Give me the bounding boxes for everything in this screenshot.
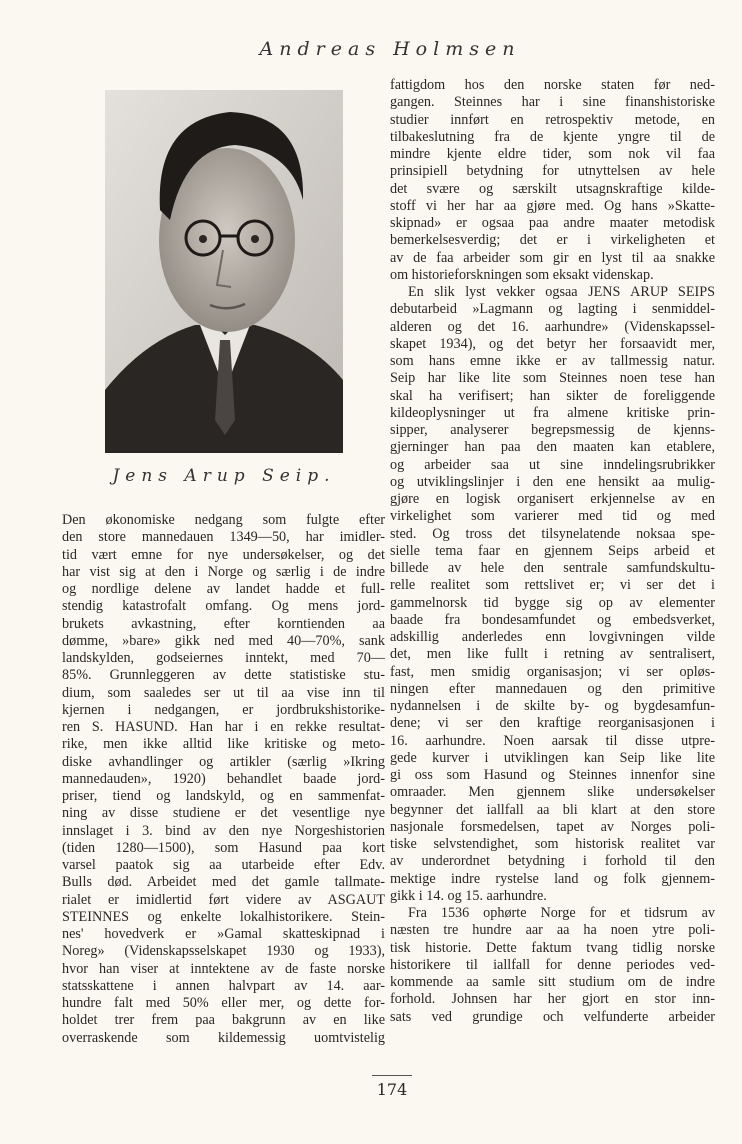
text-line: nasjonale forsmedelsen, tapet av Norges poli- (390, 818, 715, 835)
text-line: bemerkelsesverdig; det er i virkeligheten et (390, 232, 715, 249)
text-line: og nordlige delene av landet hadde et full- (62, 581, 385, 597)
text-line: historikere til iallfall for denne periodes ved- (390, 956, 715, 973)
text-line: alderen og det 16. aarhundre» (Videnskapssel- (390, 318, 715, 335)
text-line: forhold. Johnsen har her gjort en stor inn- (390, 991, 715, 1008)
text-line: gikk i 14. og 15. aarhundre. (390, 887, 547, 904)
text-line: holdet trer frem paa bakgrunn av en like (62, 1012, 385, 1029)
text-line: omraader. Men gjennem slike undersøkelser (390, 784, 715, 801)
text-line: kjernen i nedgangen, er jordbrukshistorike- (62, 701, 385, 718)
text-line: mannedauden», 1920) behandlet baade jord- (62, 770, 385, 787)
text-line: virkelighet som varierer med tid og med (390, 508, 715, 525)
text-line: og arbeider saa ut sine inndelingsrubrikker (390, 456, 715, 473)
text-line: studier innført en retrospektiv metode, en (390, 111, 715, 128)
text-line: hundre falt med 50% eller mer, og dette for- (62, 995, 385, 1011)
text-line: Seip har like lite som Steinnes noen tese han (390, 370, 715, 387)
text-line: overraskende som kildemessig uomtvistelig (62, 1029, 385, 1046)
text-line: nes' hovedverk er »Gamal skatteskipnad i (62, 926, 385, 942)
text-line: skal ha verifisert; han sikter de foreliggende (390, 387, 715, 404)
text-line: tilbakeslutning fra de kjente yngre til de (390, 128, 715, 145)
text-line: dene; vi ser den kraftige reorganisasjonen i (390, 715, 715, 732)
text-line: hvor han viser at inntektene av de faste norske (62, 960, 385, 977)
text-line: som hans emne ikke er av tallmessig natur. (390, 353, 715, 369)
text-line: dømme, »bare» gikk ned med 40—70%, sank (62, 632, 385, 649)
text-line: mektige indre rystelse land og folk gjennem- (390, 870, 715, 887)
text-line: baade fra bondesamfundet og embedsverket, (390, 611, 715, 628)
paragraph (62, 512, 385, 1047)
text-line: Den økonomiske nedgang som fulgte efter (62, 512, 385, 528)
text-line: næsten tre hundre aar aa ha noen ytre poli- (390, 922, 715, 939)
text-line: tiske selvstendighet, som historisk realitet var (390, 836, 715, 852)
text-line: En slik lyst vekker ogsaa JENS ARUP SEIPS (408, 284, 715, 300)
text-line: 16. aarhundre. Noen aarsak til disse utpre- (390, 732, 715, 749)
text-line: stoff vi her har aa gjøre med. Og hans »Skatte- (390, 197, 715, 214)
text-line: ningen efter mannedauen og den primitive (390, 680, 715, 697)
left-text-column (62, 512, 385, 1047)
text-line: det svære og særskilt utsagnskraftige kilde- (390, 180, 715, 197)
text-line: av de faa arbeider som gir en lyst til aa snakke (390, 249, 715, 266)
text-line: av underordnet betydning i forhold til den (390, 853, 715, 870)
text-line: varsel paatok sig aa utarbeide efter Edv. (62, 857, 385, 873)
text-line: begynner det iallfall aa bli klart at den store (390, 801, 715, 818)
text-line: gammelnorsk tid bygge sig op av elementer (390, 594, 715, 611)
text-line: 85%. Grunnleggeren av dette statistiske stu- (62, 667, 385, 684)
text-line: skapet 1934), og det betyr her forsaavidt mer, (390, 335, 715, 352)
text-line: relle realitet som rettslivet er; vi ser det i (390, 577, 715, 594)
text-line: (tiden 1280—1500), som Hasund paa kort (62, 839, 385, 856)
right-text-column (390, 77, 715, 1026)
text-line: adskillig anderledes enn lovgivningen vilde (390, 629, 715, 645)
text-line: sats ved grundige och velfunderte arbeider (390, 1008, 715, 1025)
text-line: om historieforskningen som eksakt videnskap. (390, 266, 654, 283)
text-line: stendig katastrofalt omfang. Og mens jord- (62, 598, 385, 615)
text-line: rialet er imidlertid ført videre av ASGAUT (62, 891, 385, 908)
photo-caption: Jens Arup Seip. (112, 466, 336, 486)
text-line: kildeoplysninger ut fra almene kritiske prin- (390, 404, 715, 421)
text-line: det, men like fullt i retning av sentralisert, (390, 646, 715, 663)
text-line: sielle tema faar en gjennem Seips arbeid et (390, 542, 715, 559)
text-line: priser, tiend og landskyld, og en sammenfat- (62, 788, 385, 804)
text-line: har vist sig at den i Norge og særlig i de indre (62, 563, 385, 580)
paragraph (390, 77, 715, 284)
portrait-photo (105, 90, 343, 453)
text-line: kommende aa samle sitt studium om de indre (390, 974, 715, 990)
text-line: tid vært emne for nye undersøkelser, og det (62, 546, 385, 563)
text-line: skipnad» er ogsaa paa andre maater metodisk (390, 215, 715, 231)
running-head: Andreas Holmsen (259, 38, 521, 60)
text-line: statsskattene i annen halvpart av 14. aar- (62, 977, 385, 994)
text-line: gangen. Steinnes har i sine finanshistoriske (390, 94, 715, 111)
text-line: sipper, analyserer begrepsmessig de kjenns- (390, 422, 715, 438)
text-line: innslaget i 3. bind av den nye Norgeshistorien (62, 822, 385, 839)
text-line: debutarbeid »Lagmann og lagting i senmiddel- (390, 301, 715, 318)
text-line: STEINNES og enkelte lokalhistorikere. Stein- (62, 908, 385, 925)
text-line: nydannelsen i de skilte by- og bygdesamfun- (390, 698, 715, 714)
paragraph (390, 905, 715, 1026)
paragraph (390, 284, 715, 905)
text-line: tisk historie. Dette faktum tvang tidlig norske (390, 939, 715, 956)
text-line: gjøre en logisk organisert erkjennelse av en (390, 491, 715, 507)
page-number: 174 (376, 1080, 408, 1099)
text-line: Noreg» (Videnskapsselskapet 1930 og 1933), (62, 943, 385, 960)
text-line: prinsipiell betydning for utnyttelsen av hele (390, 163, 715, 180)
text-line: landskylden, godseiernes inntekt, med 70— (62, 650, 385, 666)
text-line: og utviklingslinjer i den ene hensikt aa mulig- (390, 473, 715, 490)
text-line: gi oss som Hasund og Steinnes innenfor sine (390, 767, 715, 783)
text-line: Bulls død. Arbeidet med det gamle tallmate- (62, 874, 385, 891)
text-line: ning av disse studiene er det vesentlige nye (62, 805, 385, 822)
text-line: brukets avkastning, efter korntienden aa (62, 615, 385, 632)
text-line: fattigdom hos den norske staten før ned- (390, 77, 715, 93)
text-line: gjerninger han paa den maaten kan etablere, (390, 439, 715, 456)
text-line: billede av hele den sentrale samfundskultu- (390, 560, 715, 576)
text-line: mindre kjente eldre tider, som nok vil faa (390, 146, 715, 162)
text-line: Fra 1536 ophørte Norge for et tidsrum av (408, 905, 715, 921)
text-line: diske avhandlinger og artikler (særlig »Ikring (62, 753, 385, 770)
text-line: den store mannedauen 1349—50, har imidler- (62, 529, 385, 546)
text-line: dium, som saaledes ser ut til aa vise inn til (62, 684, 385, 701)
text-line: ren S. HASUND. Han har i en rekke resultat- (62, 719, 385, 735)
text-line: sted. Og tross det tilsynelatende noksaa spe- (390, 525, 715, 542)
text-line: rike, men ikke alltid like kritiske og meto- (62, 736, 385, 753)
text-line: gede kurver i utviklingen kan Seip like lite (390, 749, 715, 766)
folio-rule (372, 1075, 412, 1076)
text-line: fast, men smidig organisasjon; vi ser opløs- (390, 663, 715, 680)
